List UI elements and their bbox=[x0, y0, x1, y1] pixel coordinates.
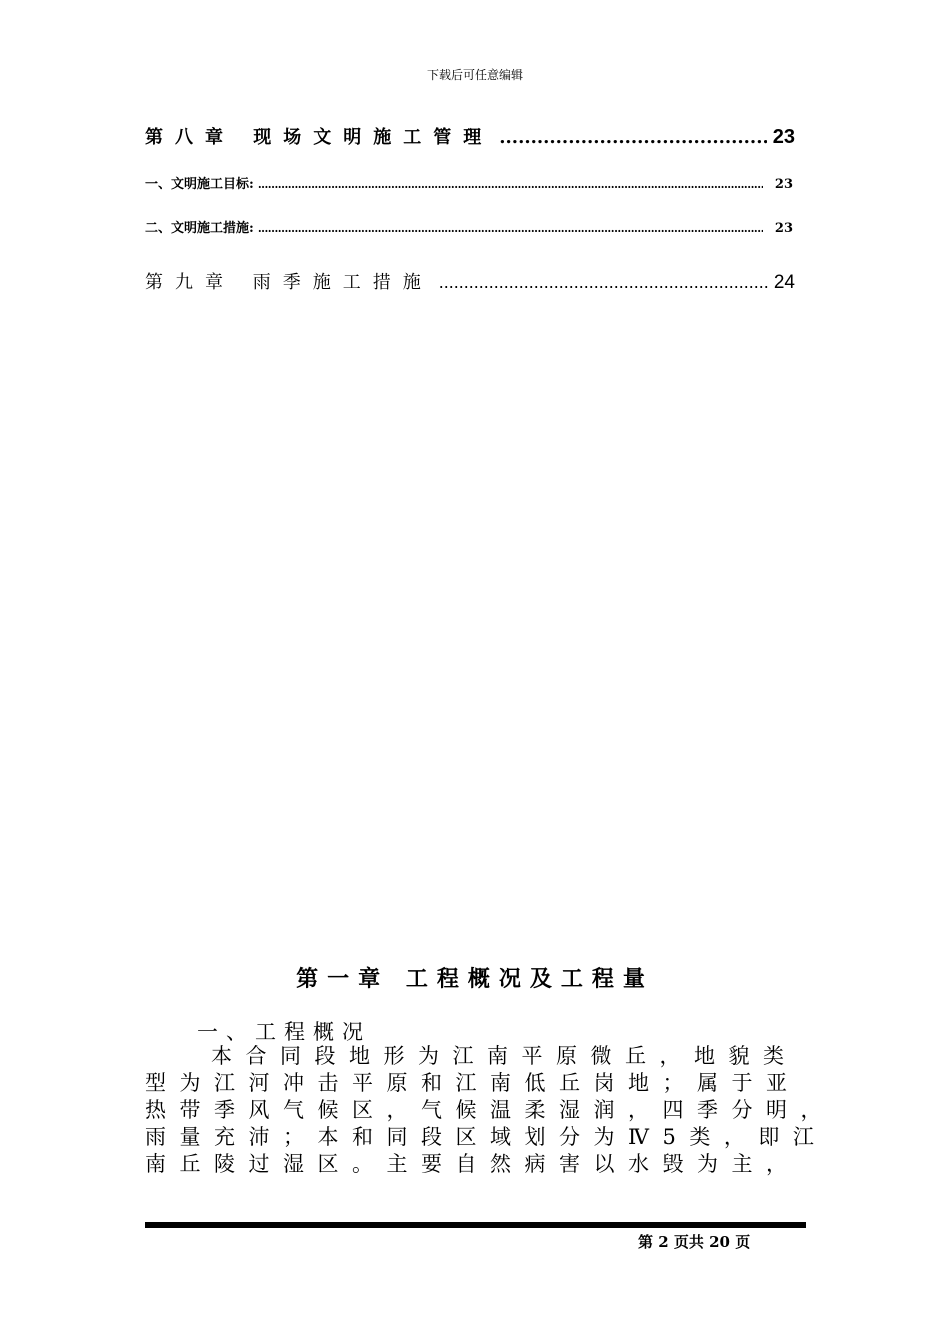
paragraph-line: 热带季风气候区，气候温柔湿润，四季分明， bbox=[145, 1098, 835, 1122]
paragraph-line: 本合同段地形为江南平原微丘，地貌类 bbox=[211, 1044, 798, 1068]
toc-leader-dots bbox=[499, 127, 766, 148]
toc-entry-label: 第八章 现场文明施工管理 bbox=[145, 127, 494, 148]
toc-page-number: 23 bbox=[774, 221, 793, 236]
toc-entry-label: 第九章 雨季施工措施 bbox=[145, 272, 433, 293]
section-heading: 一、工程概况 bbox=[197, 1020, 371, 1044]
body-paragraph bbox=[145, 1043, 835, 1178]
toc-leader-dots bbox=[258, 222, 763, 235]
toc-leader-dots bbox=[258, 178, 763, 191]
toc-entry-sub2[interactable] bbox=[145, 217, 795, 236]
toc-page-number: 24 bbox=[773, 272, 795, 293]
paragraph-line: 南丘陵过湿区。主要自然病害以水毁为主， bbox=[145, 1152, 801, 1176]
toc-entry-chapter9[interactable] bbox=[145, 268, 795, 294]
toc-leader-dots bbox=[439, 272, 768, 293]
footer-page-number: 第 2 页共 20 页 bbox=[638, 1233, 751, 1251]
toc-entry-label: 二、文明施工措施: bbox=[145, 221, 254, 236]
header-note: 下载后可任意编辑 bbox=[426, 68, 523, 82]
toc-entry-sub1[interactable] bbox=[145, 173, 795, 192]
paragraph-line: 雨量充沛；本和同段区域划分为Ⅳ5类，即江 bbox=[145, 1125, 828, 1149]
paragraph-line: 型为江河冲击平原和江南低丘岗地；属于亚 bbox=[145, 1071, 801, 1095]
chapter-title: 第一章 工程概况及工程量 bbox=[296, 966, 654, 992]
footer-rule bbox=[145, 1222, 806, 1228]
toc-page-number: 23 bbox=[772, 126, 795, 148]
toc-page-number: 23 bbox=[774, 177, 793, 192]
toc-entry-chapter8[interactable] bbox=[145, 123, 795, 149]
toc-entry-label: 一、文明施工目标: bbox=[145, 177, 254, 192]
